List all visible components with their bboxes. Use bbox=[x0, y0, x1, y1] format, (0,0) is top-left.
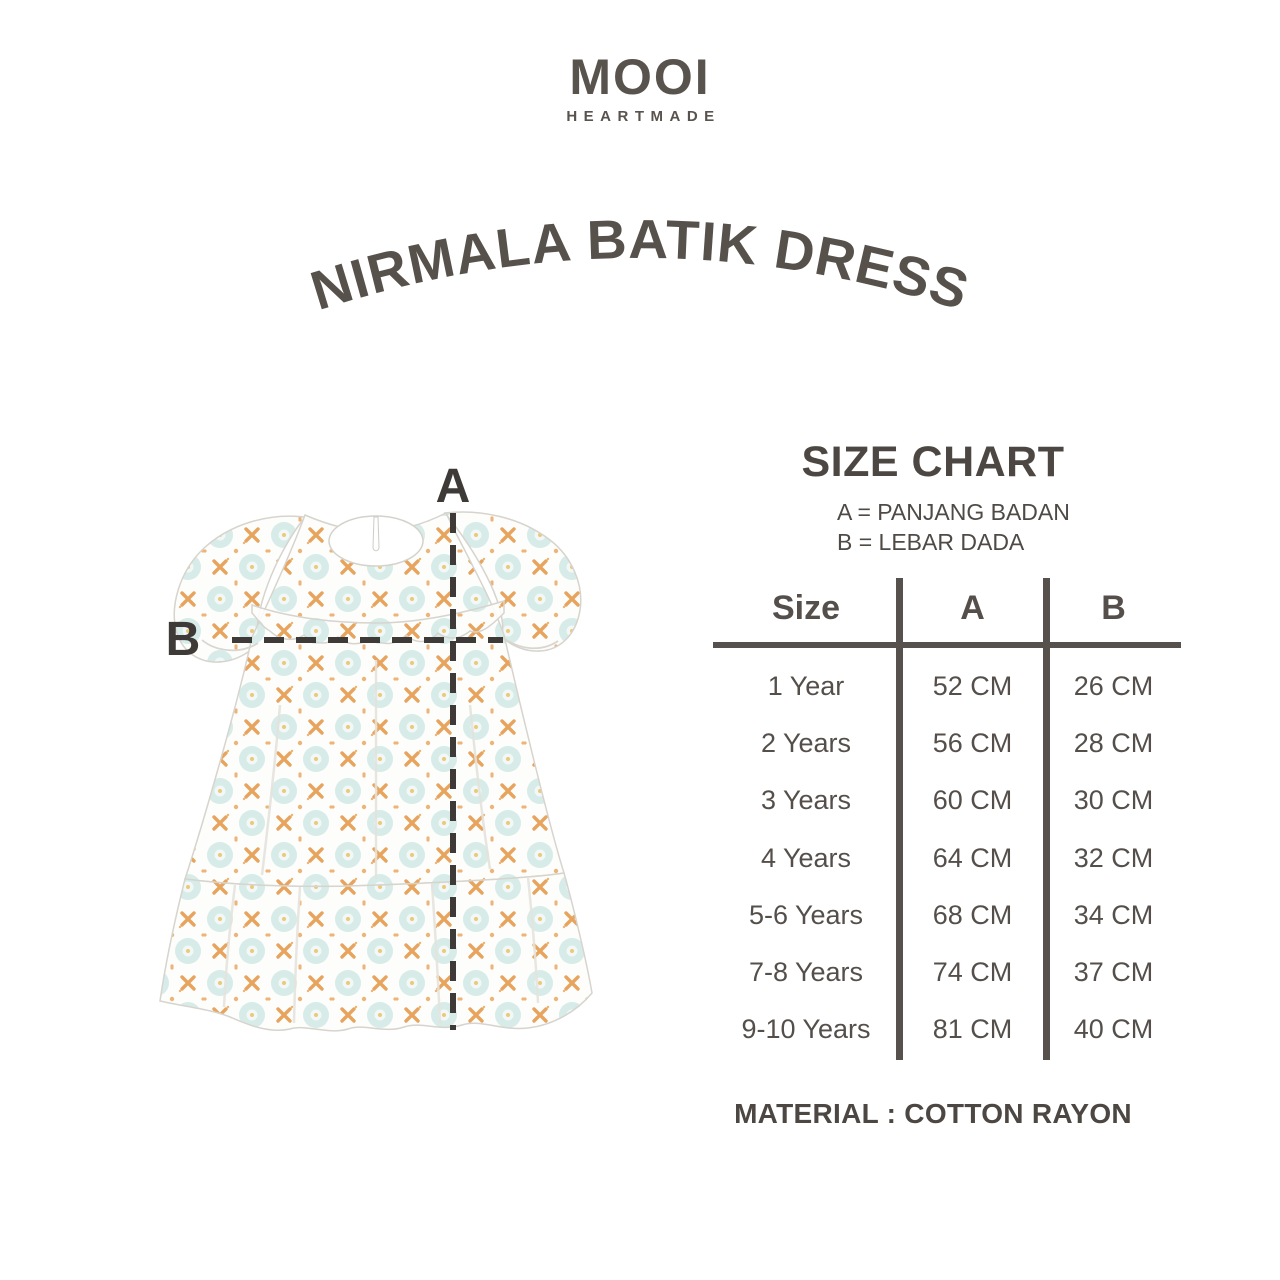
size-table-header bbox=[713, 575, 1181, 642]
table-cell-a: 68 CM bbox=[932, 899, 1013, 930]
brand-logo bbox=[0, 49, 1280, 125]
column-header-a: A bbox=[960, 589, 985, 627]
product-title-text bbox=[304, 208, 977, 322]
table-cell-b: 37 CM bbox=[1073, 957, 1154, 988]
table-cell-b: 28 CM bbox=[1073, 728, 1154, 759]
table-cell-a: 60 CM bbox=[932, 785, 1013, 816]
table-cell-a: 74 CM bbox=[932, 957, 1013, 988]
column-header-size: Size bbox=[771, 589, 841, 627]
size-table bbox=[713, 658, 1181, 1058]
table-cell-size: 7-8 Years bbox=[748, 957, 864, 988]
curved-title-svg bbox=[0, 172, 1280, 352]
table-cell-a: 52 CM bbox=[932, 671, 1013, 702]
table-cell-b: 34 CM bbox=[1073, 899, 1154, 930]
legend-a: A = PANJANG BADAN bbox=[837, 499, 1070, 525]
table-cell-b: 30 CM bbox=[1073, 785, 1154, 816]
size-chart-heading: SIZE CHART bbox=[801, 438, 1065, 486]
brand-name: MOOI bbox=[569, 49, 711, 105]
dress-diagram-svg bbox=[140, 455, 620, 1067]
column-header-b: B bbox=[1101, 589, 1126, 627]
dress-flounce bbox=[160, 873, 592, 1031]
brand-tagline: HEARTMADE bbox=[566, 108, 721, 125]
table-cell-a: 56 CM bbox=[932, 728, 1013, 759]
table-cell-size: 5-6 Years bbox=[748, 899, 864, 930]
table-cell-b: 26 CM bbox=[1073, 671, 1154, 702]
table-cell-a: 64 CM bbox=[932, 842, 1013, 873]
table-header-rule bbox=[713, 642, 1181, 648]
table-cell-b: 32 CM bbox=[1073, 842, 1154, 873]
table-cell-a: 81 CM bbox=[932, 1014, 1013, 1045]
table-cell-size: 3 Years bbox=[760, 785, 852, 816]
marker-b-label: B bbox=[165, 613, 201, 666]
material-note: MATERIAL : COTTON RAYON bbox=[734, 1098, 1132, 1129]
size-chart-legend bbox=[837, 497, 1070, 557]
table-cell-b: 40 CM bbox=[1073, 1014, 1154, 1045]
table-cell-size: 1 Year bbox=[767, 671, 845, 702]
table-cell-size: 2 Years bbox=[760, 728, 852, 759]
table-cell-size: 9-10 Years bbox=[741, 1014, 871, 1045]
dress-keyhole-slit bbox=[373, 517, 379, 551]
marker-a-label: A bbox=[435, 460, 471, 513]
legend-b: B = LEBAR DADA bbox=[837, 529, 1025, 555]
table-cell-size: 4 Years bbox=[760, 842, 852, 873]
product-title: NIRMALA BATIK DRESS bbox=[303, 207, 977, 322]
